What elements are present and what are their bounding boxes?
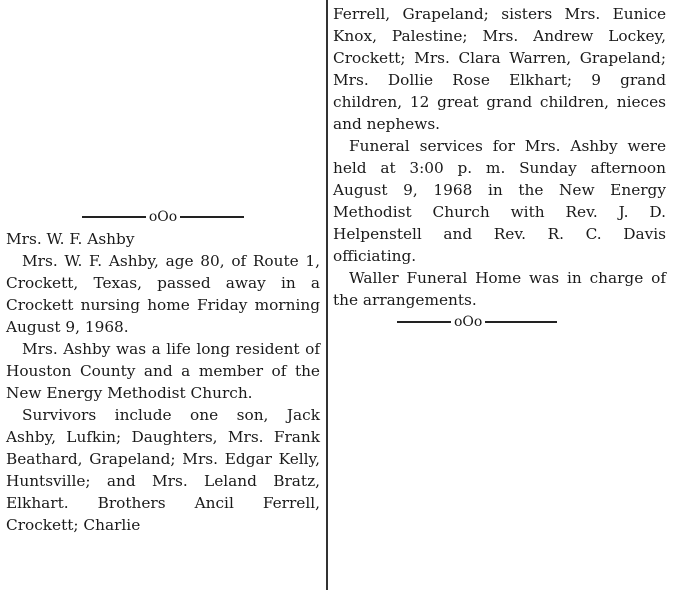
right-column	[333, 3, 666, 333]
obituary-paragraph-background: Mrs. Ashby was a life long resident of Houston County and a member of the New Energy Methodist Church.	[6, 340, 320, 402]
obituary-paragraph-services: Funeral services for Mrs. Ashby were held at 3:00 p. m. Sunday afternoon August 9, 1968 in the New Energy Methodist Church with Rev. J. D. Helpenstell and Rev. R. C. Davis officiating.	[333, 137, 666, 265]
separator-line-right	[180, 216, 244, 218]
column-divider	[326, 0, 328, 590]
end-separator	[333, 311, 666, 333]
separator-line-left	[82, 216, 146, 218]
left-column	[6, 206, 320, 536]
separator-line-left	[397, 321, 451, 323]
separator-text: oOo	[454, 314, 483, 330]
obituary-heading: Mrs. W. F. Ashby	[6, 230, 135, 248]
obituary-paragraph-intro: Mrs. W. F. Ashby, age 80, of Route 1, Crockett, Texas, passed away in a Crockett nursing home Friday morning August 9, 1968.	[6, 252, 320, 336]
obituary-paragraph-survivors-cont: Ferrell, Grapeland; sisters Mrs. Eunice Knox, Palestine; Mrs. Andrew Lockey, Crockett; Mrs. Clara Warren, Grapeland; Mrs. Dollie Rose Elkhart; 9 grand children, 12 great grand children, nieces and nephews.	[333, 5, 666, 133]
separator-text: oOo	[148, 209, 178, 225]
separator-line-right	[485, 321, 557, 323]
obituary-paragraph-arrangements: Waller Funeral Home was in charge of the arrangements.	[333, 269, 666, 309]
section-separator	[6, 206, 320, 228]
obituary-paragraph-survivors: Survivors include one son, Jack Ashby, Lufkin; Daughters, Mrs. Frank Beathard, Grapeland; Mrs. Edgar Kelly, Huntsville; and Mrs. Leland Bratz, Elkhart. Brothers Ancil Ferrell, Crockett; Charlie	[6, 406, 320, 534]
